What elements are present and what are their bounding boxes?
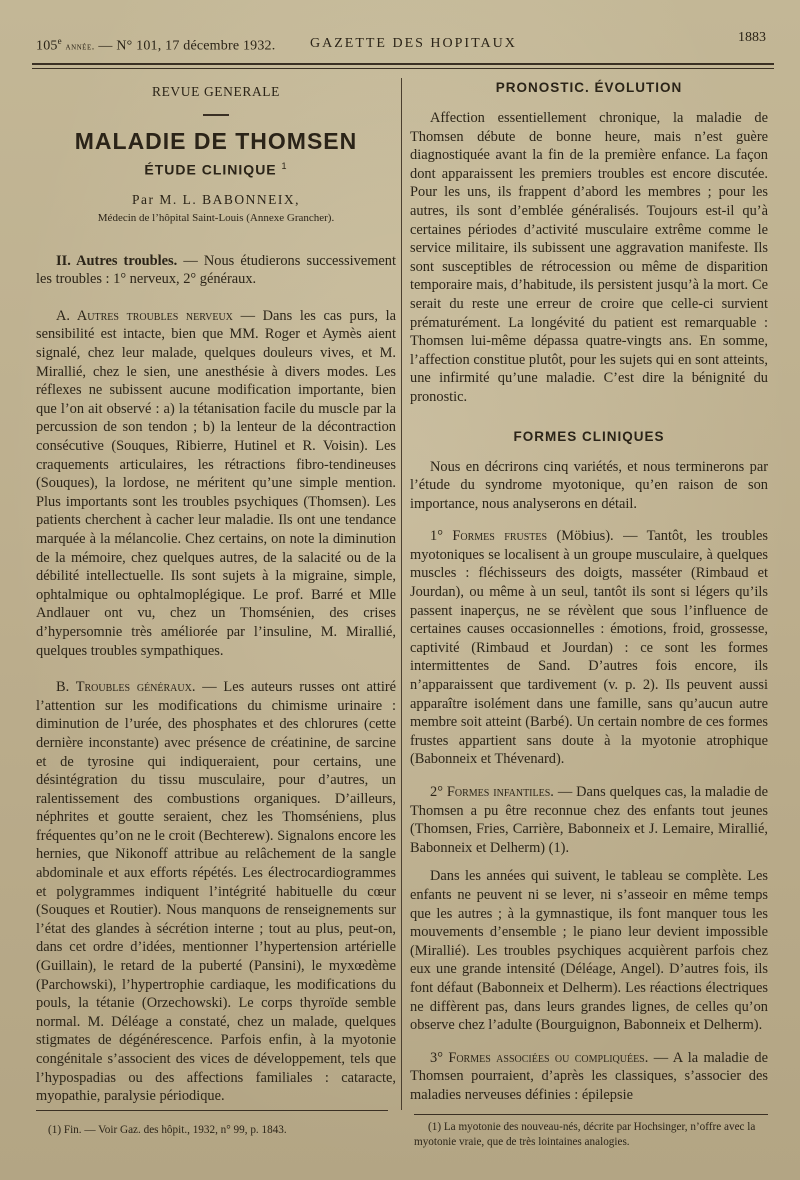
- paragraph-text: — Dans quelques cas, la maladie de Thomsen a pu être reconnue chez des enfants tout jeunes (Thomsen, Fries, Carrière, Babonneix et J. Lemaire, Mirallié, Babonneix et Delherm) (1).: [410, 784, 768, 856]
- footnote-rule-right: [414, 1114, 768, 1115]
- issue-annee: année.: [65, 41, 95, 53]
- paragraph-heading: 2° Formes infantiles.: [430, 784, 554, 800]
- affiliation: Médecin de l’hôpital Saint-Louis (Annexe Grancher).: [97, 211, 335, 224]
- paragraph-formes-infantiles: [410, 783, 768, 857]
- issue-number: 105: [36, 38, 58, 54]
- paragraph-formes-intro: Nous en décrirons cinq variétés, et nous terminerons par l’étude du syndrome myotonique, qu’en raison de son importance, nous analyserons en détail.: [410, 458, 768, 512]
- page-number: 1883: [738, 30, 766, 45]
- subtitle-footnote-mark: 1: [281, 161, 288, 171]
- subtitle-text: ÉTUDE CLINIQUE: [144, 161, 277, 178]
- section-heading-formes: FORMES CLINIQUES: [513, 428, 665, 444]
- paragraph-text: (Möbius). — Tantôt, les troubles myotoniques se localisent à un groupe musculaire, à quelques muscles : fléchisseurs des doigts, masséter (Rimbaud et Jourdan), ou même à un seul, tantôt ils sont si légers qu’ils passent inaperçus, ne se révèlent que sous l’influence de certaines causes occasionnelles : émotions, froid, grossesse, captivité (Rimbaud et Jourdan) : ce sont les formes intermittentes de Sand. D’autres fois encore, ils n’apparaissent que tardivement (v. p. 2). Ils peuvent aussi apparaître isolément dans une famille, sans qu’aucun autre membre soit atteint (Barbé). Un certain nombre de ces formes frustes appartient sans doute à la myotonie atrophique (Babonneix et Thévenard).: [410, 528, 768, 768]
- paragraph-troubles-nerveux: [36, 307, 396, 660]
- paragraph-formes-associees: [410, 1049, 768, 1105]
- paragraph-troubles-generaux: [36, 678, 396, 1106]
- footnote-right: (1) La myotonie des nouveau-nés, décrite par Hochsinger, n’offre avec la myotonie vraie, que de très lointaines analogies.: [414, 1121, 756, 1148]
- issue-info: [36, 36, 275, 55]
- column-divider: [401, 78, 402, 1110]
- paragraph-annees-suivantes: Dans les années qui suivent, le tableau se complète. Les enfants ne peuvent ni se lever, ni s’asseoir en même temps que les autres ; à la gymnastique, ils font manquer tous les mouvements d’ensemble ; le piano leur devient impossible (Mirallié). Les troubles psychiques acquièrent parfois chez eux une grande intensité (Déléage, Angel). D’autres fois, ils font défaut (Babonneix et Delherm). Les réactions électriques ne diffèrent pas, dans leurs grandes lignes, de celles qu’on observe chez l’adulte (Bourguignon, Babonneix et Delherm).: [410, 868, 768, 1034]
- issue-sup: e: [57, 36, 62, 46]
- paragraph-text: — Dans les cas purs, la sensibilité est intacte, bien que MM. Roger et Aymès aient signalé, chez leur malade, quelques douleurs vives, et M. Mirallié, chez le sien, une anesthésie à divers modes. Les réflexes ne subissent aucune modification importante, bien que l’on ait observé : a) la tétanisation facile du muscle par la percussion de son tendon ; b) la lenteur de la décontraction consécutive (Souques, Ribierre, Hutinel et R. Voisin). Les craquements articulaires, les rétractions fibro-tendineuses (Souques), la lordose, ne méritent qu’une simple mention. Plus importants sont les troubles psychiques (Thomsen). Les patients cherchent à cacher leur maladie. Ils ont une tendance marquée à la mélancolie. Chez certains, on note la diminution de la mémoire, chez quelques autres, de la salacité ou de la débilité intellectuelle. Ils sont sujets à la migraine, simple, ophtalmique ou ophtalmoplégique. Le prof. Barré et Mlle Andlauer ont vu, chez un Thomsénien, des crises d’hypersomnie très améliorée par l’insuline, M. Mirallié, quelques troubles sympathiques.: [36, 307, 396, 659]
- paragraph-heading: 1° Formes frustes: [430, 528, 548, 545]
- section-heading-pronostic: PRONOSTIC. ÉVOLUTION: [495, 80, 683, 95]
- paragraph-heading: 3° Formes associées ou compliquées.: [430, 1049, 649, 1066]
- paragraph-text: — A la maladie de Thomsen pourraient, d’après les classiques, s’associer des maladies nerveuses définies : épilepsie: [410, 1049, 768, 1103]
- footnote-rule-left: [36, 1110, 388, 1111]
- paragraph-autres-troubles: [36, 252, 396, 289]
- byline: Par M. L. BABONNEIX,: [132, 191, 300, 207]
- journal-title: GAZETTE DES HOPITAUX: [310, 36, 517, 51]
- header-rule-thick: [32, 63, 774, 65]
- rubric-rule: [203, 114, 229, 116]
- paragraph-pronostic: Affection essentiellement chronique, la maladie de Thomsen débute de bonne heure, mais n’est guère diagnostiquée avant la fin de la première enfance. La façon dont apparaissent les premiers troubles est encore discutée. Pour les uns, ils frappent d’abord les membres ; pour les autres, ils sont d’emblée généralisés. Toujours est-il qu’à certaines périodes d’activité musculaire extrême comme le service militaire, ils subissent une aggravation manifeste. Ils sont susceptibles de rétrocession ou même de disparition temporaire mais, d’habitude, ils persistent jusqu’à la mort. Ce serait du reste une erreur de croire que celle-ci survient prématurément. La longévité du patient est remarquable : Thomsen lui-même dépassa quatre-vingts ans. En somme, l’affection constitue plutôt, pour les sujets qui en sont atteints, une infirmité qu’une maladie. C’est dire la bénignité du pronostic.: [410, 110, 768, 405]
- right-column: [410, 78, 768, 1105]
- paragraph-heading: A. Autres troubles nerveux: [56, 307, 233, 324]
- issue-date: — N° 101, 17 décembre 1932.: [94, 38, 276, 54]
- paragraph-heading: II. Autres troubles.: [56, 252, 178, 269]
- left-column: [36, 78, 396, 1106]
- article-title: MALADIE DE THOMSEN: [74, 128, 358, 154]
- paragraph-heading: B. Troubles généraux.: [56, 679, 196, 696]
- rubric: REVUE GENERALE: [151, 84, 280, 99]
- article-subtitle: [36, 161, 396, 178]
- paragraph-text: — Nous étudierons successivement les troubles : 1° nerveux, 2° généraux.: [36, 252, 396, 288]
- running-header: [36, 30, 770, 64]
- paragraph-formes-frustes: [410, 527, 768, 769]
- footnote-left: (1) Fin. — Voir Gaz. des hôpit., 1932, n° 99, p. 1843.: [48, 1124, 287, 1136]
- paragraph-text: — Les auteurs russes ont attiré l’attention sur les modifications du chimisme urinaire : diminution de l’urée, des phosphates et des chlorures (cette dernière inconstante) avec présence de créatinine, de sarcine et de tyrosine qui indiqueraient, pour certains, une désintégration du tissu musculaire, pour d’autres, un ralentissement des combustions organiques. D’ailleurs, néphrites et goutte seraient, chez les Thomséniens, plus fréquentes qu’on ne le croit (Bechterew). Signalons encore les hernies, que Nikonoff attribue au relâchement de la sangle abdominale et aux efforts répétés. Les électrocardiogrammes et polygrammes indiquent l’intégrité habituelle du cœur (Souques et Routier). Nous manquons de renseignements sur l’état des glandes à sécrétion interne ; tout au plus, peut-on, dans cet ordre d’idées, mentionner l’hypertension artérielle (Guillain), le retard de la puberté (Pansini), le myxœdème (Parchowski), l’hypertrophie cardiaque, les modifications du pouls, la tétanie (Orzechowski). Le corps thyroïde semble normal. M. Déléage a constaté, chez un malade, quelques stigmates de dégénérescence. Parfois enfin, à la myotonie congénitale s’associent des vices de développement, tels que l’hypospadias ou des affections familiales : cataracte, myopathie, paralysie périodique.: [36, 679, 397, 1105]
- header-rule-thin: [32, 68, 774, 69]
